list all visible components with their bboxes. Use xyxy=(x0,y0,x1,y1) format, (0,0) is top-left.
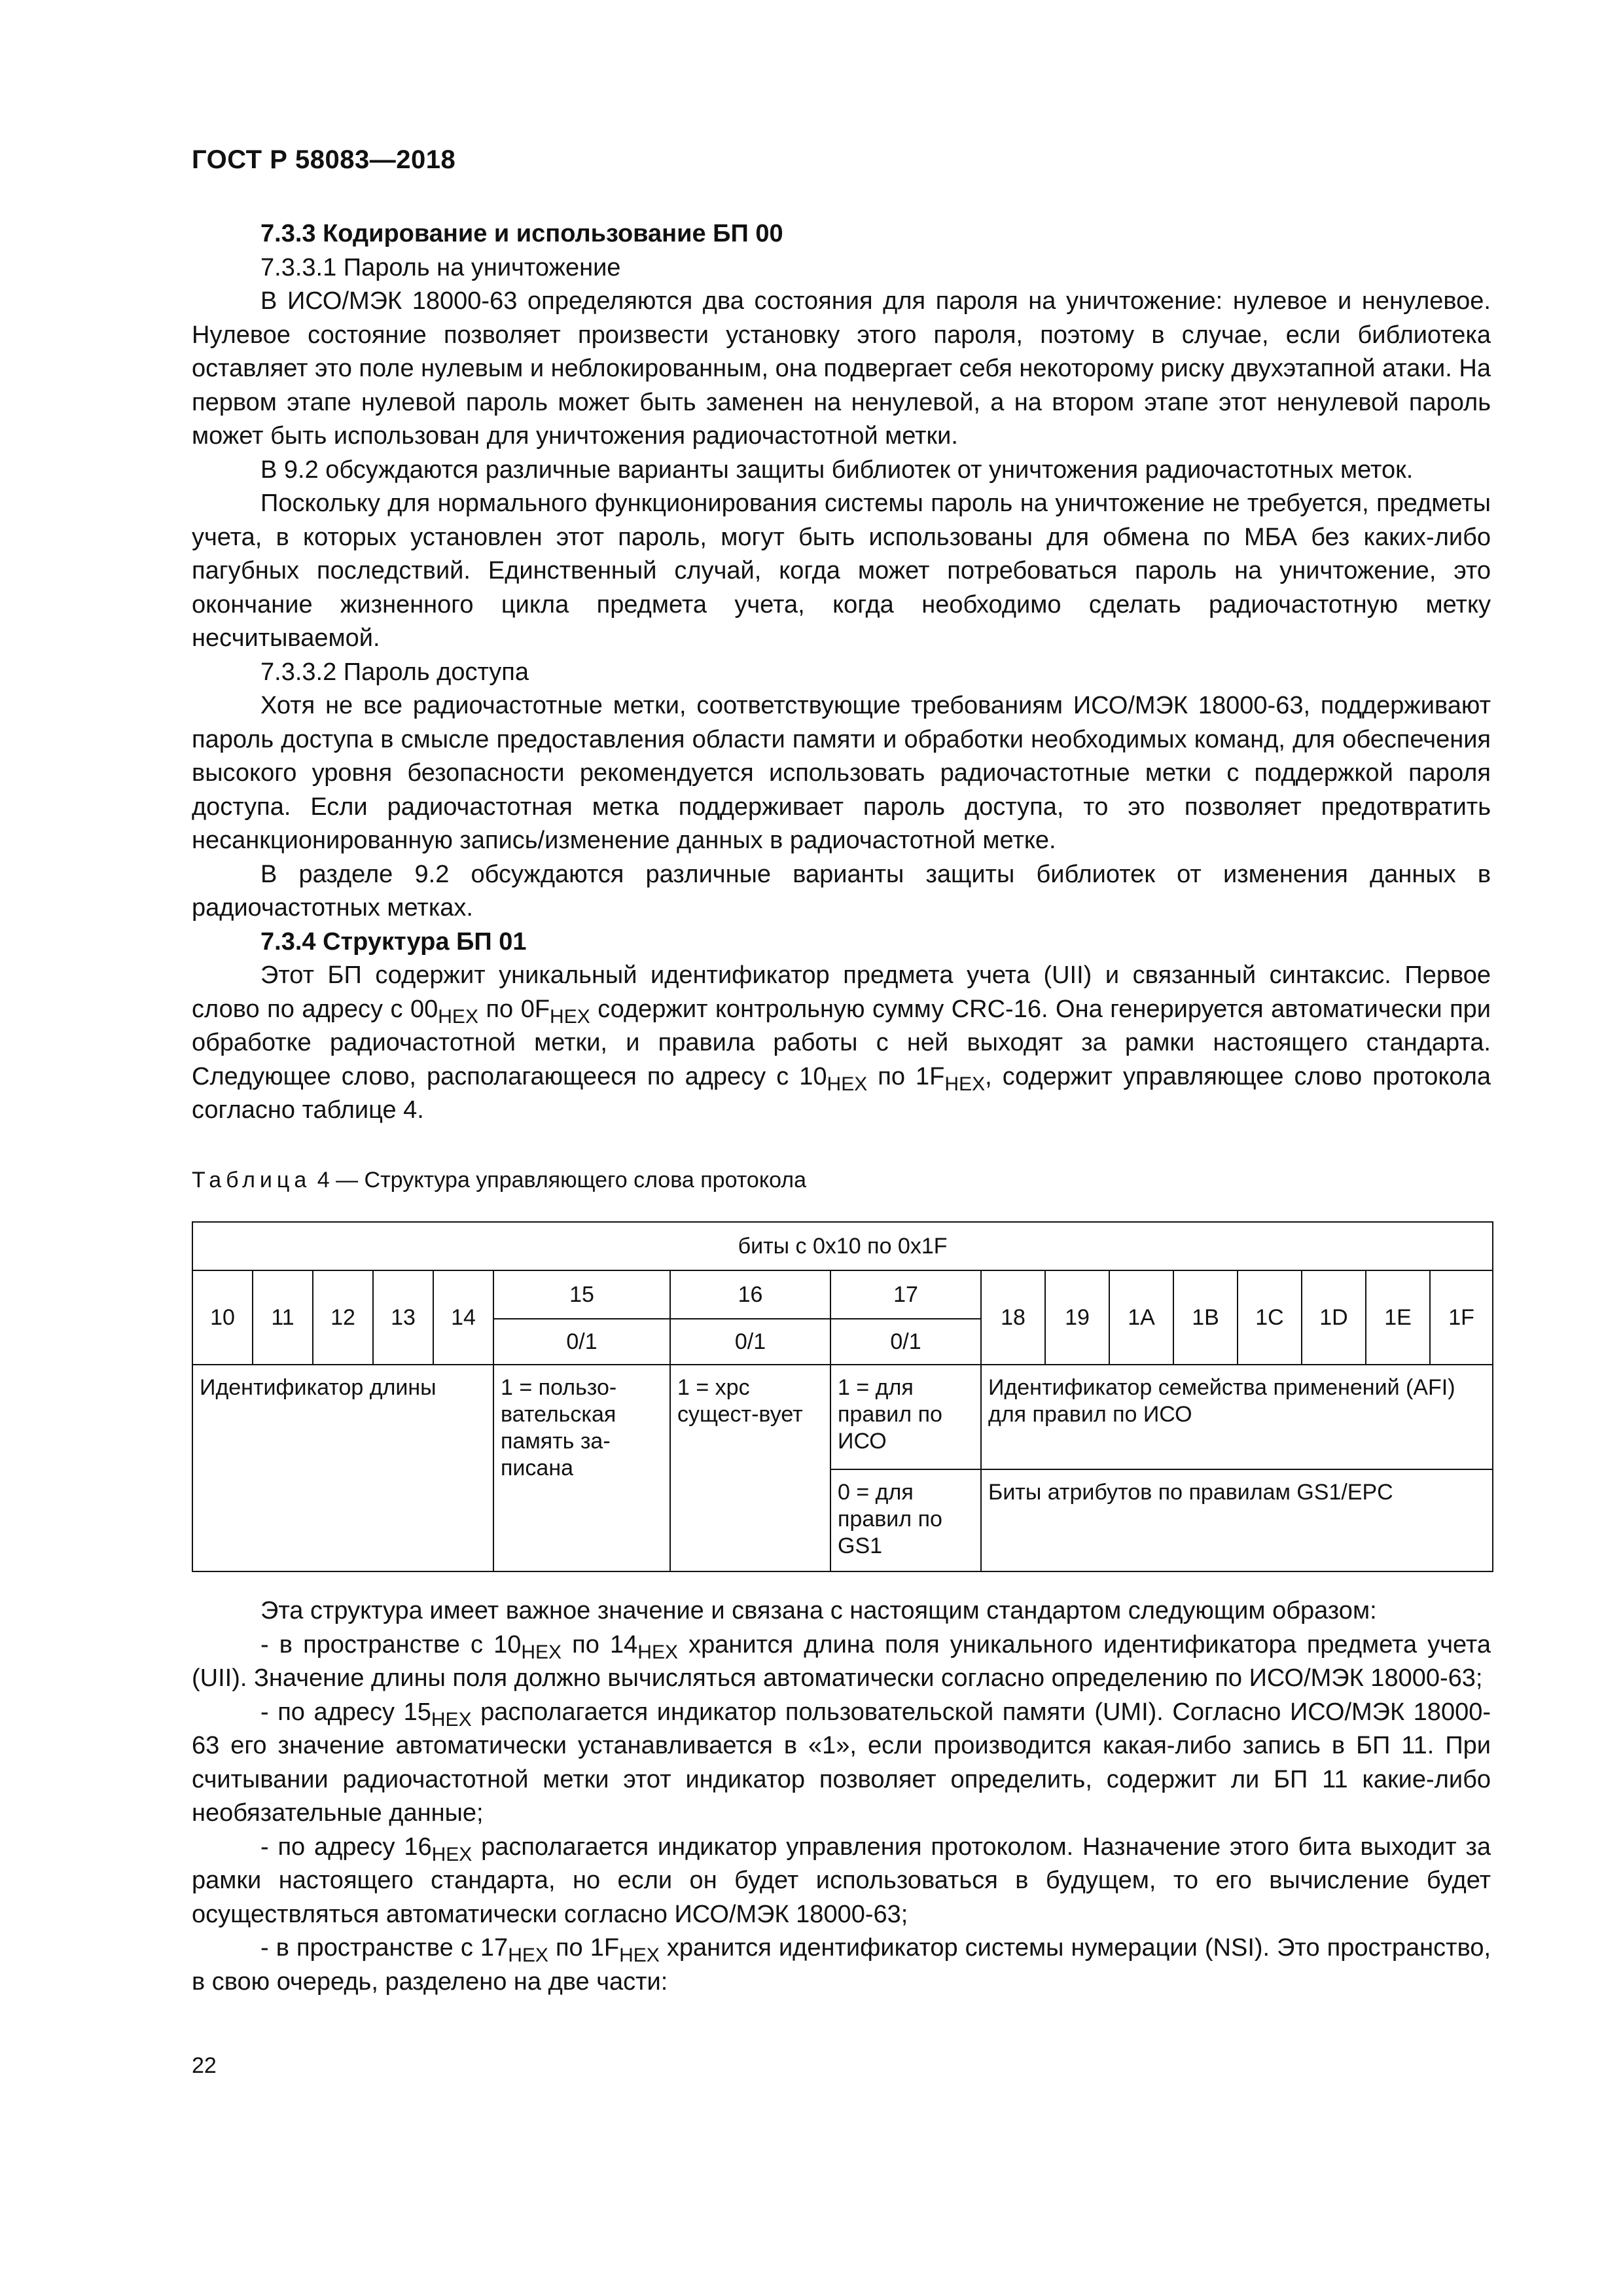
bit-cell: 1D xyxy=(1302,1270,1366,1365)
bit-cell: 13 xyxy=(373,1270,433,1365)
paragraph: - в пространстве с $10_{HEX}$ по $14_{HEX}$ хранится длина поля уникального идентификатора предмета учета (UII). Значение длины поля должно вычисляться автоматически согласно определению по ИСО/МЭК 18000-63; xyxy=(192,1630,1491,1692)
bit-cell: 1A xyxy=(1109,1270,1173,1365)
umi-cell: 1 = пользо-вательская память за-писана xyxy=(493,1365,670,1571)
bit-cell: 15 xyxy=(493,1270,670,1319)
paragraph: 7.3.3.2 Пароль доступа xyxy=(260,658,529,686)
paragraph: Поскольку для нормального функционирования системы пароль на уничтожение не требуется, предметы учета, в которых установлен этот пароль, могут быть использованы для обмена по МБА без каких-либо пагубных последствий. Единственный случай, когда может потребоваться пароль на уничтожение, это окончание жизненного цикла предмета учета, когда необходимо сделать радиочастотную метку несчитываемой. xyxy=(192,490,1491,652)
body-text-bottom xyxy=(192,1594,1491,1999)
table-caption-prefix: Таблица xyxy=(192,1168,312,1193)
bit-cell: 1C xyxy=(1238,1270,1302,1365)
bit-cell: 18 xyxy=(981,1270,1045,1365)
bit-cell: 14 xyxy=(433,1270,493,1365)
bit-cell: 1B xyxy=(1173,1270,1238,1365)
attribute-bits-cell: Биты атрибутов по правилам GS1/EPC xyxy=(981,1469,1493,1571)
paragraph: - по адресу $15_{HEX}$ располагается индикатор пользовательской памяти (UMI). Согласно ИСО/МЭК 18000-63 его значение автоматически устанавливается в «1», если производится какая-либо запись в БП 11. При считывании радиочастотной метки этот индикатор позволяет определить, содержит ли БП 11 какие-либо необязательные данные; xyxy=(192,1698,1491,1827)
section-heading: 7.3.4 Структура БП 01 xyxy=(260,927,527,956)
section-heading: 7.3.3 Кодирование и использование БП 00 xyxy=(260,220,783,247)
xpc-cell: 1 = xpc сущест-вует xyxy=(670,1365,830,1571)
gs1-rule-cell: 0 = для правил по GS1 xyxy=(830,1469,981,1571)
afi-cell: Идентификатор семейства применений (AFI) для правил по ИСО xyxy=(981,1365,1493,1469)
paragraph: Этот БП содержит уникальный идентификатор предмета учета (UII) и связанный синтаксис. Первое слово по адресу с $00_{HEX}$ по $0F_{HEX}$ содержит контрольную сумму CRC-16. Она генерируется автоматически при обработке радиочастотной метки, и правила работы с ней выходят за рамки настоящего стандарта. Следующее слово, располагающееся по адресу с $10_{HEX}$ по $1F_{HEX}$, содержит управляющее слово протокола согласно таблице 4. xyxy=(192,961,1491,1124)
bit-cell: 16 xyxy=(670,1270,830,1319)
iso-rule-cell: 1 = для правил по ИСО xyxy=(830,1365,981,1469)
paragraph: В ИСО/МЭК 18000-63 определяются два состояния для пароля на уничтожение: нулевое и ненулевое. Нулевое состояние позволяет произвести установку этого пароля, поэтому в случае, если библиотека оставляет это поле нулевым и неблокированным, она подвергает себя некоторому риску двухэтапной атаки. На первом этапе нулевой пароль может быть заменен на ненулевой, а на втором этапе этот ненулевой пароль может быть использован для уничтожения радиочастотной метки. xyxy=(192,287,1491,450)
bit-cell: 17 xyxy=(830,1270,981,1319)
body-text-top xyxy=(192,217,1491,1128)
bit-cell: 19 xyxy=(1045,1270,1109,1365)
paragraph: Хотя не все радиочастотные метки, соответствующие требованиям ИСО/МЭК 18000-63, поддерживают пароль доступа в смысле предоставления области памяти и обработки необходимых команд, для обеспечения высокого уровня безопасности рекомендуется использовать радиочастотные метки с поддержкой пароля доступа. Если радиочастотная метка поддерживает пароль доступа, то это позволяет предотвратить несанкционированную запись/изменение данных в радиочастотной метке. xyxy=(192,692,1491,854)
document-page xyxy=(192,0,1491,2296)
bit-cell: 1F xyxy=(1430,1270,1493,1365)
paragraph: В разделе 9.2 обсуждаются различные варианты защиты библиотек от изменения данных в радиочастотных метках. xyxy=(192,860,1491,922)
table-caption-title: 4 — Структура управляющего слова протокола xyxy=(311,1168,806,1193)
bit-value-cell: 0/1 xyxy=(493,1319,670,1365)
paragraph: Эта структура имеет важное значение и связана с настоящим стандартом следующим образом: xyxy=(260,1597,1377,1624)
table-caption xyxy=(192,1168,806,1193)
paragraph: В 9.2 обсуждаются различные варианты защиты библиотек от уничтожения радиочастотных меток. xyxy=(260,456,1414,484)
page-number: 22 xyxy=(192,2053,217,2078)
bit-value-cell: 0/1 xyxy=(830,1319,981,1365)
table-top-header: биты с 0x10 по 0x1F xyxy=(192,1222,1493,1270)
bit-cell: 1E xyxy=(1366,1270,1430,1365)
document-header: ГОСТ Р 58083—2018 xyxy=(192,145,456,174)
paragraph: 7.3.3.1 Пароль на уничтожение xyxy=(260,253,621,281)
paragraph: - в пространстве с $17_{HEX}$ по $1F_{HEX}$ хранится идентификатор системы нумерации (NSI). Это пространство, в свою очередь, разделено на две части: xyxy=(192,1934,1491,1996)
protocol-control-word-table xyxy=(192,1221,1493,1572)
bit-value-cell: 0/1 xyxy=(670,1319,830,1365)
paragraph: - по адресу $16_{HEX}$ располагается индикатор управления протоколом. Назначение этого бита выходит за рамки настоящего стандарта, но если он будет использоваться в будущем, то его вычисление будет осуществляться автоматически согласно ИСО/МЭК 18000-63; xyxy=(192,1833,1491,1928)
length-identifier-cell: Идентификатор длины xyxy=(192,1365,493,1571)
bit-cell: 10 xyxy=(192,1270,253,1365)
bit-cell: 12 xyxy=(313,1270,373,1365)
bit-cell: 11 xyxy=(253,1270,313,1365)
